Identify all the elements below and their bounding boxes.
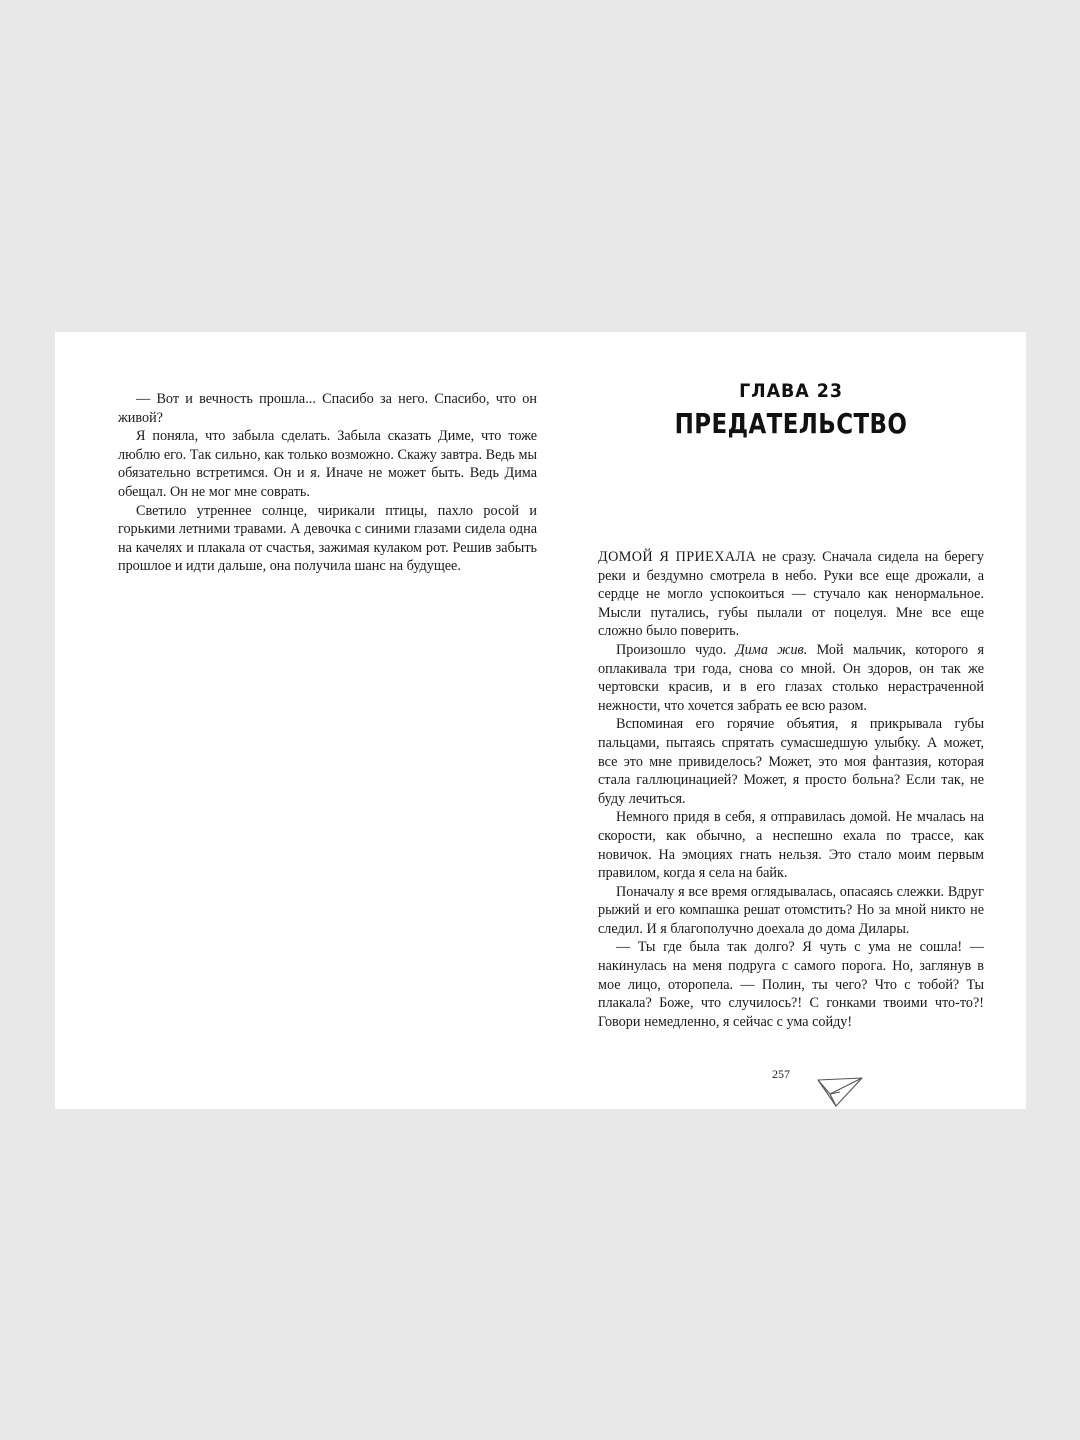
paper-plane-icon (816, 1076, 864, 1110)
left-paragraph-3: Светило утреннее солнце, чирикали птицы, пахло росой и горькими летними травами. А девочка с синими глазами сидела одна на качелях и плакала от счастья, зажимая кулаком рот. Решив забыть прошлое и идти дальше, она получила шанс на будущее. (118, 502, 537, 575)
right-paragraph-5: Поначалу я все время оглядывалась, опасаясь слежки. Вдруг рыжий и его компашка решат отомстить? Но за мной никто не следил. И я благополучно доехала до дома Дилары. (598, 883, 984, 937)
right-paragraph-2-rest: Мой мальчик, которого я оплакивала три года, снова со мной. Он здоров, он так же чертовски красив, и в его глазах столько нерастраченной нежности, что хочется забрать ее всю разом. (598, 641, 985, 714)
right-page (598, 332, 984, 1109)
right-paragraph-1 (598, 548, 984, 641)
right-paragraph-2-italic: Дима жив. (735, 641, 808, 658)
left-page (118, 390, 537, 576)
left-paragraph-2: Я поняла, что забыла сделать. Забыла сказать Диме, что тоже люблю его. Так сильно, как только возможно. Скажу завтра. Ведь мы обязательно встретимся. Он и я. Иначе не может быть. Ведь Дима обещал. Он не мог мне соврать. (118, 428, 537, 500)
right-paragraph-2 (598, 641, 984, 715)
right-paragraph-2-start: Произошло чудо. (616, 641, 736, 658)
chapter-body (598, 548, 984, 1031)
book-spread (55, 332, 1026, 1109)
chapter-title: ПРЕДАТЕЛЬСТВО (674, 407, 908, 440)
right-paragraph-3: Вспоминая его горячие объятия, я прикрывала губы пальцами, пытаясь спрятать сумасшедшую улыбку. А может, все это мне привиделось? Может, это моя фантазия, которая стала галлюцинацией? Может, я просто больна? Если так, не буду лечиться. (598, 716, 984, 807)
right-paragraph-4: Немного придя в себя, я отправилась домой. Не мчалась на скорости, как обычно, а неспешно ехала по трассе, как новичок. На эмоциях гнать нельзя. Это стало моим первым правилом, когда я села на байк. (598, 809, 984, 882)
right-paragraph-6: — Ты где была так долго? Я чуть с ума не сошла! — накинулась на меня подруга с самого порога. Но, заглянув в мое лицо, оторопела. — Полин, ты чего? Что с тобой? Ты плакала? Боже, что случилось?! С гонками твоими что-то?! Говори немедленно, я сейчас с ума сойду! (598, 939, 984, 1030)
chapter-opening-caps: ДОМОЙ Я ПРИЕХАЛА (598, 549, 757, 565)
left-paragraph-1: — Вот и вечность прошла... Спасибо за него. Спасибо, что он живой? (118, 391, 537, 426)
page-number: 257 (772, 1067, 790, 1081)
right-paragraph-1-text: не сразу. Сначала сидела на берегу реки и бездумно смотрела в небо. Руки все еще дрожали, а сердце не могло успокоиться — стучало как ненормальное. Мысли путались, губы пылали от поцелуя. Мне все еще сложно было поверить. (598, 549, 984, 640)
chapter-label: ГЛАВА 23 (739, 380, 843, 402)
